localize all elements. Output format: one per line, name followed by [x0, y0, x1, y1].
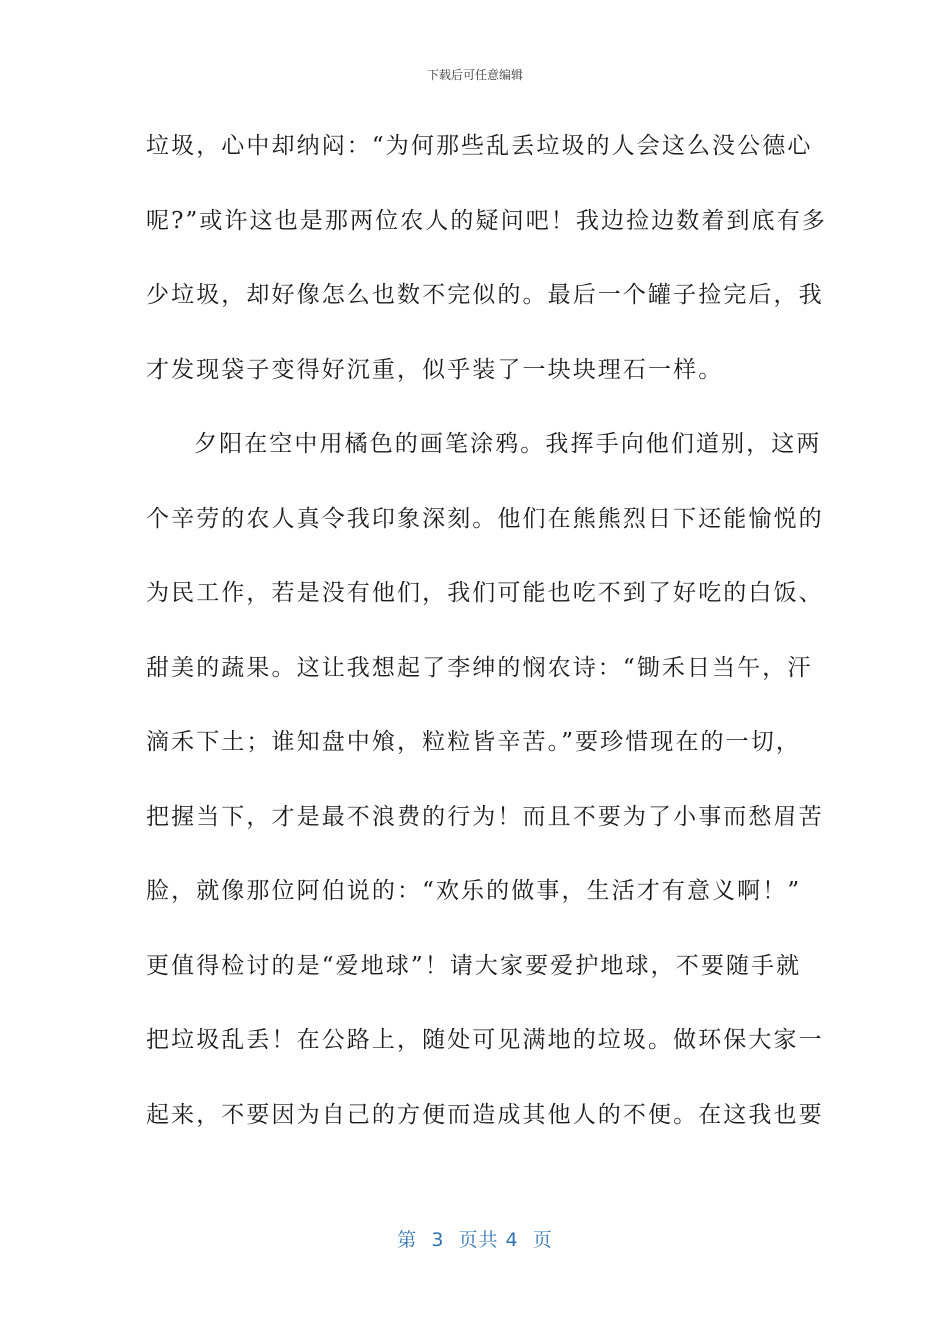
text-line: 呢?”或许这也是那两位农人的疑问吧！我边捡边数着到底有多	[146, 207, 827, 234]
text-line: 把握当下，才是最不浪费的行为！而且不要为了小事而愁眉苦	[146, 803, 824, 830]
text-line: 滴禾下土；谁知盘中飧，粒粒皆辛苦。”要珍惜现在的一切，	[146, 729, 801, 755]
text-line: 个辛劳的农人真令我印象深刻。他们在熊熊烈日下还能愉悦的	[146, 505, 824, 532]
page-number-footer: 第 3 页共 4 页	[397, 1229, 553, 1251]
page-header: 下载后可任意编辑	[426, 68, 523, 82]
text-line: 甜美的蔬果。这让我想起了李绅的悯农诗：“锄禾日当午，汗	[146, 654, 813, 681]
body-text	[146, 124, 827, 1167]
text-line: 为民工作，若是没有他们，我们可能也吃不到了好吃的白饭、	[146, 580, 824, 606]
text-line: 更值得检讨的是“爱地球”！请大家要爱护地球，不要随手就	[146, 952, 802, 979]
text-line: 起来，不要因为自己的方便而造成其他人的不便。在这我也要	[146, 1101, 824, 1128]
text-line: 才发现袋子变得好沉重，似乎装了一块块理石一样。	[146, 356, 724, 383]
text-line: 少垃圾，却好像怎么也数不完似的。最后一个罐子捡完后，我	[146, 282, 824, 308]
paragraph-start-line: 夕阳在空中用橘色的画笔涂鸦。我挥手向他们道别，这两	[194, 431, 822, 457]
text-line: 垃圾，心中却纳闷：“为何那些乱丢垃圾的人会这么没公德心	[146, 133, 813, 159]
text-line: 脸，就像那位阿伯说的：“欢乐的做事，生活才有意义啊！”	[146, 878, 802, 904]
text-line: 把垃圾乱丢！在公路上，随处可见满地的垃圾。做环保大家一	[146, 1027, 824, 1053]
